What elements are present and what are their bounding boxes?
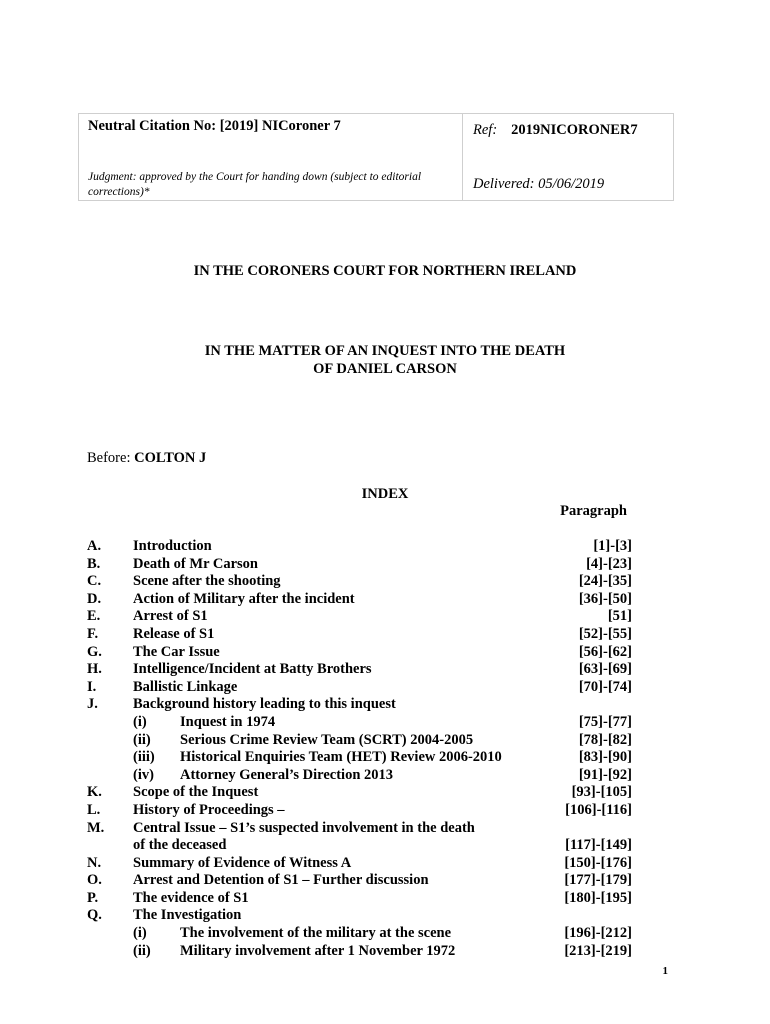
index-row <box>87 591 632 609</box>
index-title: Action of Military after the incident <box>133 590 355 607</box>
index-letter: F. <box>87 625 99 642</box>
index-title: Introduction <box>133 538 212 554</box>
index-row <box>87 661 632 679</box>
index-sub-number: (ii) <box>133 731 151 748</box>
index-paragraph-range: [177]-[179] <box>564 872 632 889</box>
index-row <box>87 872 632 890</box>
index-letter: J. <box>87 696 98 713</box>
index-row <box>87 573 632 591</box>
index-paragraph-range: [213]-[219] <box>564 942 632 959</box>
index-title: Release of S1 <box>133 625 215 642</box>
index-sub-number: (i) <box>133 925 147 942</box>
index-row <box>87 820 632 838</box>
index-letter: L. <box>87 801 101 818</box>
index-title: History of Proceedings – <box>133 801 285 818</box>
index-letter: D. <box>87 590 102 607</box>
index-letter: A. <box>87 538 102 554</box>
judge-name: COLTON J <box>134 450 207 466</box>
index-letter: P. <box>87 889 99 906</box>
before-line <box>87 450 206 467</box>
index-paragraph-range: [78]-[82] <box>578 731 632 748</box>
citation-header-table <box>78 113 674 201</box>
index-letter: B. <box>87 555 101 572</box>
index-row <box>87 714 632 732</box>
index-row <box>87 556 632 574</box>
index-sub-number: (ii) <box>133 942 151 959</box>
index-sub-number: (iii) <box>133 749 155 766</box>
index-paragraph-range: [83]-[90] <box>578 749 632 766</box>
index-sub-title: The involvement of the military at the scene <box>180 925 452 942</box>
index-sub-title: Attorney General’s Direction 2013 <box>180 766 394 783</box>
index-row <box>87 943 632 961</box>
index-paragraph-range: [63]-[69] <box>578 661 632 678</box>
index-sub-title: Historical Enquiries Team (HET) Review 2006-2010 <box>180 749 502 766</box>
index-paragraph-range: [70]-[74] <box>578 678 632 695</box>
index-letter: G. <box>87 643 102 660</box>
index-title: Death of Mr Carson <box>133 555 258 572</box>
index-paragraph-range: [56]-[62] <box>578 643 632 660</box>
index-sub-title: Inquest in 1974 <box>180 713 276 730</box>
index-row <box>87 802 632 820</box>
index-letter: Q. <box>87 907 102 924</box>
index-letter: E. <box>87 608 101 625</box>
index-title: Central Issue – S1’s suspected involvement in the death <box>133 819 475 836</box>
index-paragraph-range: [180]-[195] <box>564 889 632 906</box>
index-title: Scene after the shooting <box>133 573 281 590</box>
index-row <box>87 784 632 802</box>
index-paragraph-range: [196]-[212] <box>564 925 632 942</box>
index-sub-title: Serious Crime Review Team (SCRT) 2004-2005 <box>180 731 474 748</box>
page-number: 1 <box>662 965 668 977</box>
index-title: The evidence of S1 <box>133 889 249 906</box>
judgment-note: Judgment: approved by the Court for handing down (subject to editorial corrections)* <box>88 171 422 198</box>
index-paragraph-range: [93]-[105] <box>571 784 632 801</box>
index-title: Summary of Evidence of Witness A <box>133 854 352 871</box>
citation-cell <box>79 114 463 200</box>
index-paragraph-range: [150]-[176] <box>564 854 632 871</box>
index-title: Ballistic Linkage <box>133 678 238 695</box>
index-paragraph-range: [106]-[116] <box>565 801 632 818</box>
index-sub-title: Military involvement after 1 November 1972 <box>180 942 456 959</box>
index-title: Intelligence/Incident at Batty Brothers <box>133 661 372 678</box>
index-title: The Car Issue <box>133 643 220 660</box>
index-letter: O. <box>87 872 102 889</box>
index-row <box>87 538 632 556</box>
delivered-date: Delivered: 05/06/2019 <box>473 176 605 192</box>
index-title: The Investigation <box>133 907 242 924</box>
matter-title-line1: IN THE MATTER OF AN INQUEST INTO THE DEATH <box>204 343 566 359</box>
index-letter: C. <box>87 573 102 590</box>
index-row <box>87 732 632 750</box>
index-title: INDEX <box>361 486 409 502</box>
index-row <box>87 907 632 925</box>
index-row <box>87 749 632 767</box>
index-row <box>87 767 632 785</box>
ref-value: 2019NICORONER7 <box>511 122 638 138</box>
index-row <box>87 925 632 943</box>
index-title: of the deceased <box>133 837 227 854</box>
index-paragraph-range: [91]-[92] <box>578 766 632 783</box>
index-row <box>87 679 632 697</box>
index-title: Arrest of S1 <box>133 608 208 625</box>
index-letter: H. <box>87 661 102 678</box>
index-paragraph-range: [36]-[50] <box>578 590 632 607</box>
index-title: Scope of the Inquest <box>133 784 259 801</box>
index-row <box>87 644 632 662</box>
index-list <box>87 538 632 960</box>
index-letter: N. <box>87 854 102 871</box>
index-row <box>87 626 632 644</box>
index-row <box>87 837 632 855</box>
index-row <box>87 608 632 626</box>
index-paragraph-range: [117]-[149] <box>565 837 632 854</box>
index-paragraph-range: [75]-[77] <box>578 713 632 730</box>
neutral-citation: Neutral Citation No: [2019] NICoroner 7 <box>88 118 341 134</box>
index-row <box>87 696 632 714</box>
paragraph-column-header: Paragraph <box>560 503 627 519</box>
index-paragraph-range: [52]-[55] <box>578 625 632 642</box>
index-letter: K. <box>87 784 102 801</box>
reference <box>473 122 638 139</box>
before-label: Before: <box>87 450 131 466</box>
index-paragraph-range: [24]-[35] <box>578 573 632 590</box>
ref-label: Ref: <box>473 122 498 138</box>
index-letter: M. <box>87 819 105 836</box>
index-row <box>87 890 632 908</box>
index-paragraph-range: [1]-[3] <box>593 538 632 554</box>
court-title: IN THE CORONERS COURT FOR NORTHERN IRELAND <box>193 263 577 279</box>
index-title: Arrest and Detention of S1 – Further discussion <box>133 872 429 889</box>
index-sub-number: (iv) <box>133 766 154 783</box>
index-title: Background history leading to this inquest <box>133 696 396 713</box>
index-letter: I. <box>87 678 97 695</box>
reference-cell <box>463 114 673 200</box>
index-sub-number: (i) <box>133 713 147 730</box>
index-paragraph-range: [4]-[23] <box>586 555 632 572</box>
index-row <box>87 855 632 873</box>
index-paragraph-range: [51] <box>607 608 632 625</box>
matter-title-line2: OF DANIEL CARSON <box>313 361 457 377</box>
